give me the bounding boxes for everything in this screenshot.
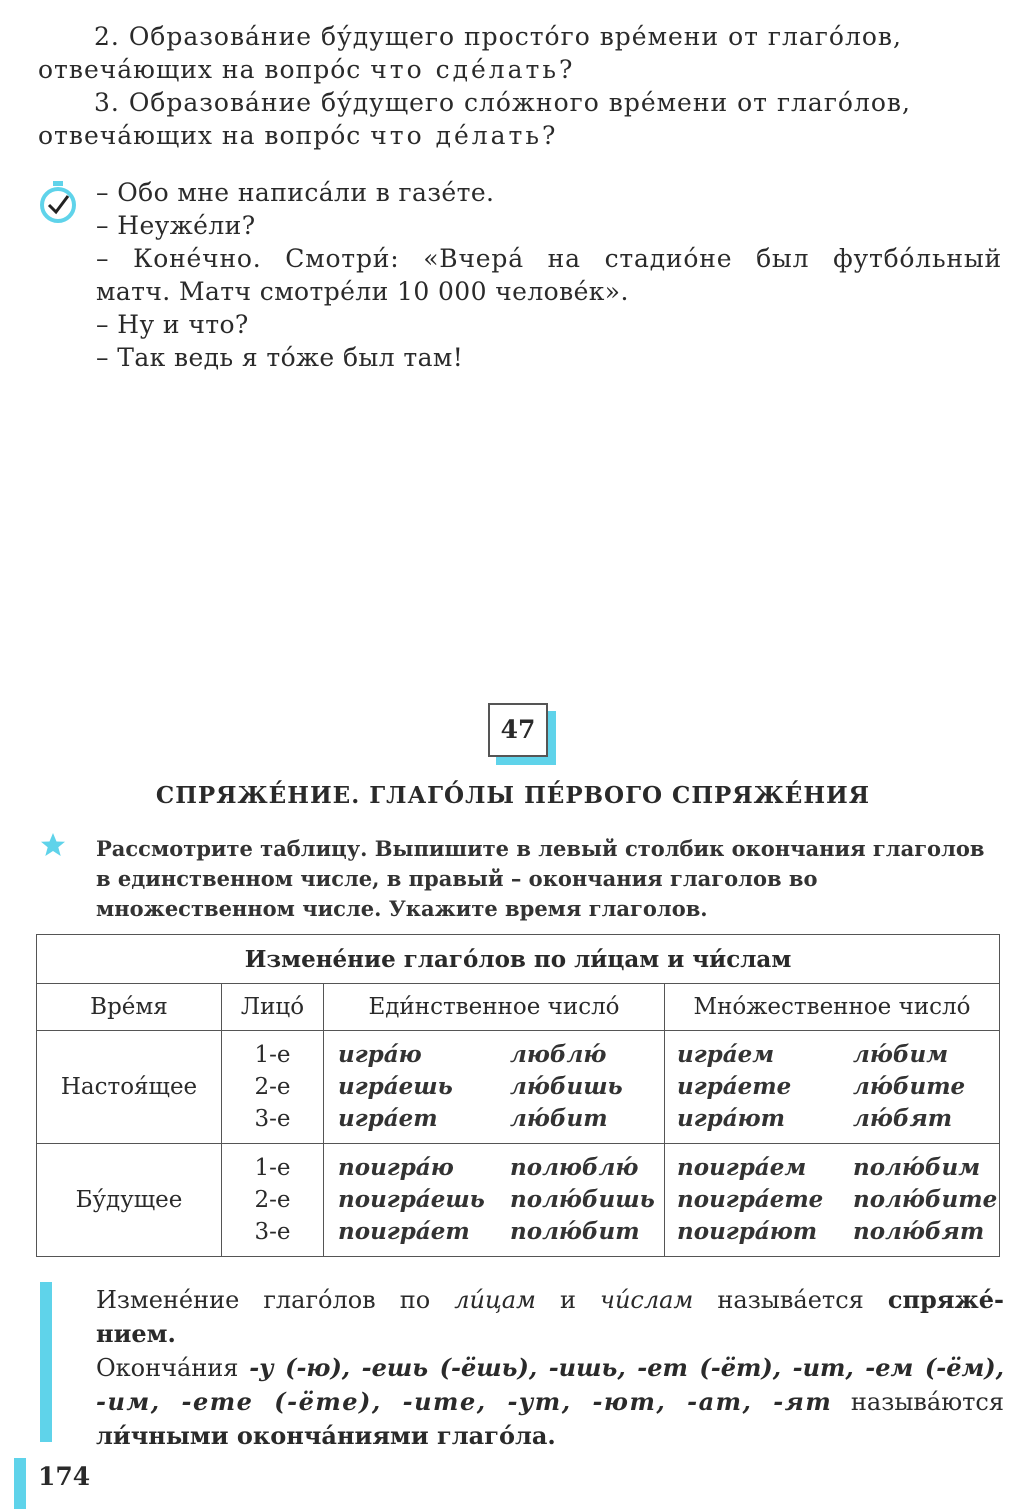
item-text-line2: отвеча́ющих на вопро́с	[38, 55, 362, 84]
rule-span: называ́ется	[717, 1286, 864, 1314]
rule-span: и	[559, 1286, 576, 1314]
rule-text	[96, 1283, 1004, 1453]
conjugation-table	[36, 934, 1000, 1257]
verb-form: лю́бят	[853, 1105, 953, 1132]
rule-term: ли́чными оконча́ниями глаго́ла.	[96, 1421, 556, 1450]
verb-form: игра́ю	[338, 1041, 422, 1068]
rule-italic: ли́цам	[454, 1286, 536, 1314]
verb-form: полю́бим	[853, 1154, 981, 1181]
lesson-title: СПРЯЖЕ́НИЕ. ГЛАГО́ЛЫ ПЕ́РВОГО СПРЯЖЕ́НИЯ	[155, 782, 871, 809]
page-number: 174	[38, 1462, 91, 1491]
verb-form: лю́бите	[853, 1073, 966, 1100]
header-person: Лицо́	[222, 984, 324, 1031]
verb-form: полю́бит	[510, 1218, 640, 1245]
item-2	[38, 20, 1000, 86]
rule-span: Оконча́ния	[96, 1354, 239, 1382]
person-label: 3-е	[254, 1106, 291, 1132]
rule-span: называ́ются	[850, 1388, 1004, 1416]
verb-form: лю́бит	[510, 1105, 608, 1132]
person-label: 3-е	[254, 1219, 291, 1245]
verb-form: полю́бите	[853, 1186, 998, 1213]
verb-form: игра́ешь	[338, 1073, 453, 1100]
dialog-line: – Обо мне написа́ли в газе́те.	[96, 178, 495, 207]
lesson-number: 47	[488, 703, 548, 757]
tense-present: Настоя́щее	[37, 1031, 222, 1144]
verb-form: поигра́ете	[677, 1186, 824, 1213]
verb-form: игра́ют	[677, 1105, 786, 1132]
item-number: 2.	[94, 22, 120, 51]
header-singular: Еди́нственное число́	[324, 984, 665, 1031]
plural-forms	[665, 1031, 1000, 1144]
verb-form: полю́бят	[853, 1218, 985, 1245]
person-label: 2-е	[254, 1187, 291, 1213]
verb-form: поигра́ют	[677, 1218, 818, 1245]
verb-form: полюблю́	[510, 1154, 639, 1181]
verb-form: люблю́	[510, 1041, 607, 1068]
dialog-line: матч. Матч смотре́ли 10 000 челове́к».	[96, 277, 629, 306]
header-plural: Мно́жественное число́	[665, 984, 1000, 1031]
item-text: Образова́ние бу́дущего сло́жного вре́мени от глаго́лов,	[128, 88, 911, 117]
dialog-line: – Коне́чно. Смотри́: «Вчера́ на стадио́не был футбо́льный	[96, 244, 1002, 273]
rule-marker-bar	[40, 1282, 52, 1442]
verb-form: игра́ет	[338, 1105, 438, 1132]
verb-form: поигра́ю	[338, 1154, 454, 1181]
dialog	[96, 176, 1002, 374]
dialog-line: – Неуже́ли?	[96, 211, 256, 240]
plural-forms	[665, 1144, 1000, 1257]
tense-future: Бу́дущее	[37, 1144, 222, 1257]
stopwatch-icon	[38, 180, 78, 224]
verb-form: полю́бишь	[510, 1186, 655, 1213]
page-marker-bar	[14, 1458, 26, 1509]
task-text: Рассмотрите таблицу. Выпишите в левый столбик окончания глаголов в единственном числе, в правый – окончания глаголов во множественном числе. Укажите время глаголов.	[96, 836, 985, 921]
singular-forms	[324, 1144, 665, 1257]
rule-term: спряже́-	[887, 1285, 1004, 1314]
item-text: Образова́ние бу́дущего просто́го вре́мени от глаго́лов,	[128, 22, 902, 51]
person-label: 1-е	[254, 1155, 291, 1181]
verb-form: игра́ете	[677, 1073, 792, 1100]
verb-form: поигра́ет	[338, 1218, 470, 1245]
item-question: что де́лать?	[370, 121, 559, 150]
item-text-line2: отвеча́ющих на вопро́с	[38, 121, 362, 150]
verb-form: поигра́ем	[677, 1154, 807, 1181]
rule-italic: чи́слам	[600, 1286, 694, 1314]
dialog-line: – Ну и что?	[96, 310, 249, 339]
verb-form: лю́бим	[853, 1041, 949, 1068]
rule-endings: -у (-ю), -ешь (-ёшь), -ишь, -ет (-ёт), -ит, -ем (-ём),	[249, 1353, 1004, 1382]
rule-term: нием.	[96, 1319, 176, 1348]
rule-endings: -им, -ете (-ёте), -ите, -ут, -ют, -ат, -ят	[96, 1387, 833, 1416]
verb-form: поигра́ешь	[338, 1186, 485, 1213]
item-number: 3.	[94, 88, 120, 117]
table-row	[37, 1144, 1000, 1257]
star-icon	[40, 832, 66, 858]
dialog-line: – Так ведь я то́же был там!	[96, 343, 464, 372]
person-label: 2-е	[254, 1074, 291, 1100]
item-question: что сде́лать?	[370, 55, 576, 84]
table-caption: Измене́ние глаго́лов по ли́цам и чи́слам	[37, 935, 1000, 984]
header-tense: Вре́мя	[37, 984, 222, 1031]
verb-form: лю́бишь	[510, 1073, 623, 1100]
persons	[222, 1144, 324, 1257]
item-3	[38, 86, 1000, 152]
verb-form: игра́ем	[677, 1041, 775, 1068]
rule-span: Измене́ние глаго́лов по	[96, 1286, 431, 1314]
singular-forms	[324, 1031, 665, 1144]
table-row	[37, 1031, 1000, 1144]
persons	[222, 1031, 324, 1144]
person-label: 1-е	[254, 1042, 291, 1068]
